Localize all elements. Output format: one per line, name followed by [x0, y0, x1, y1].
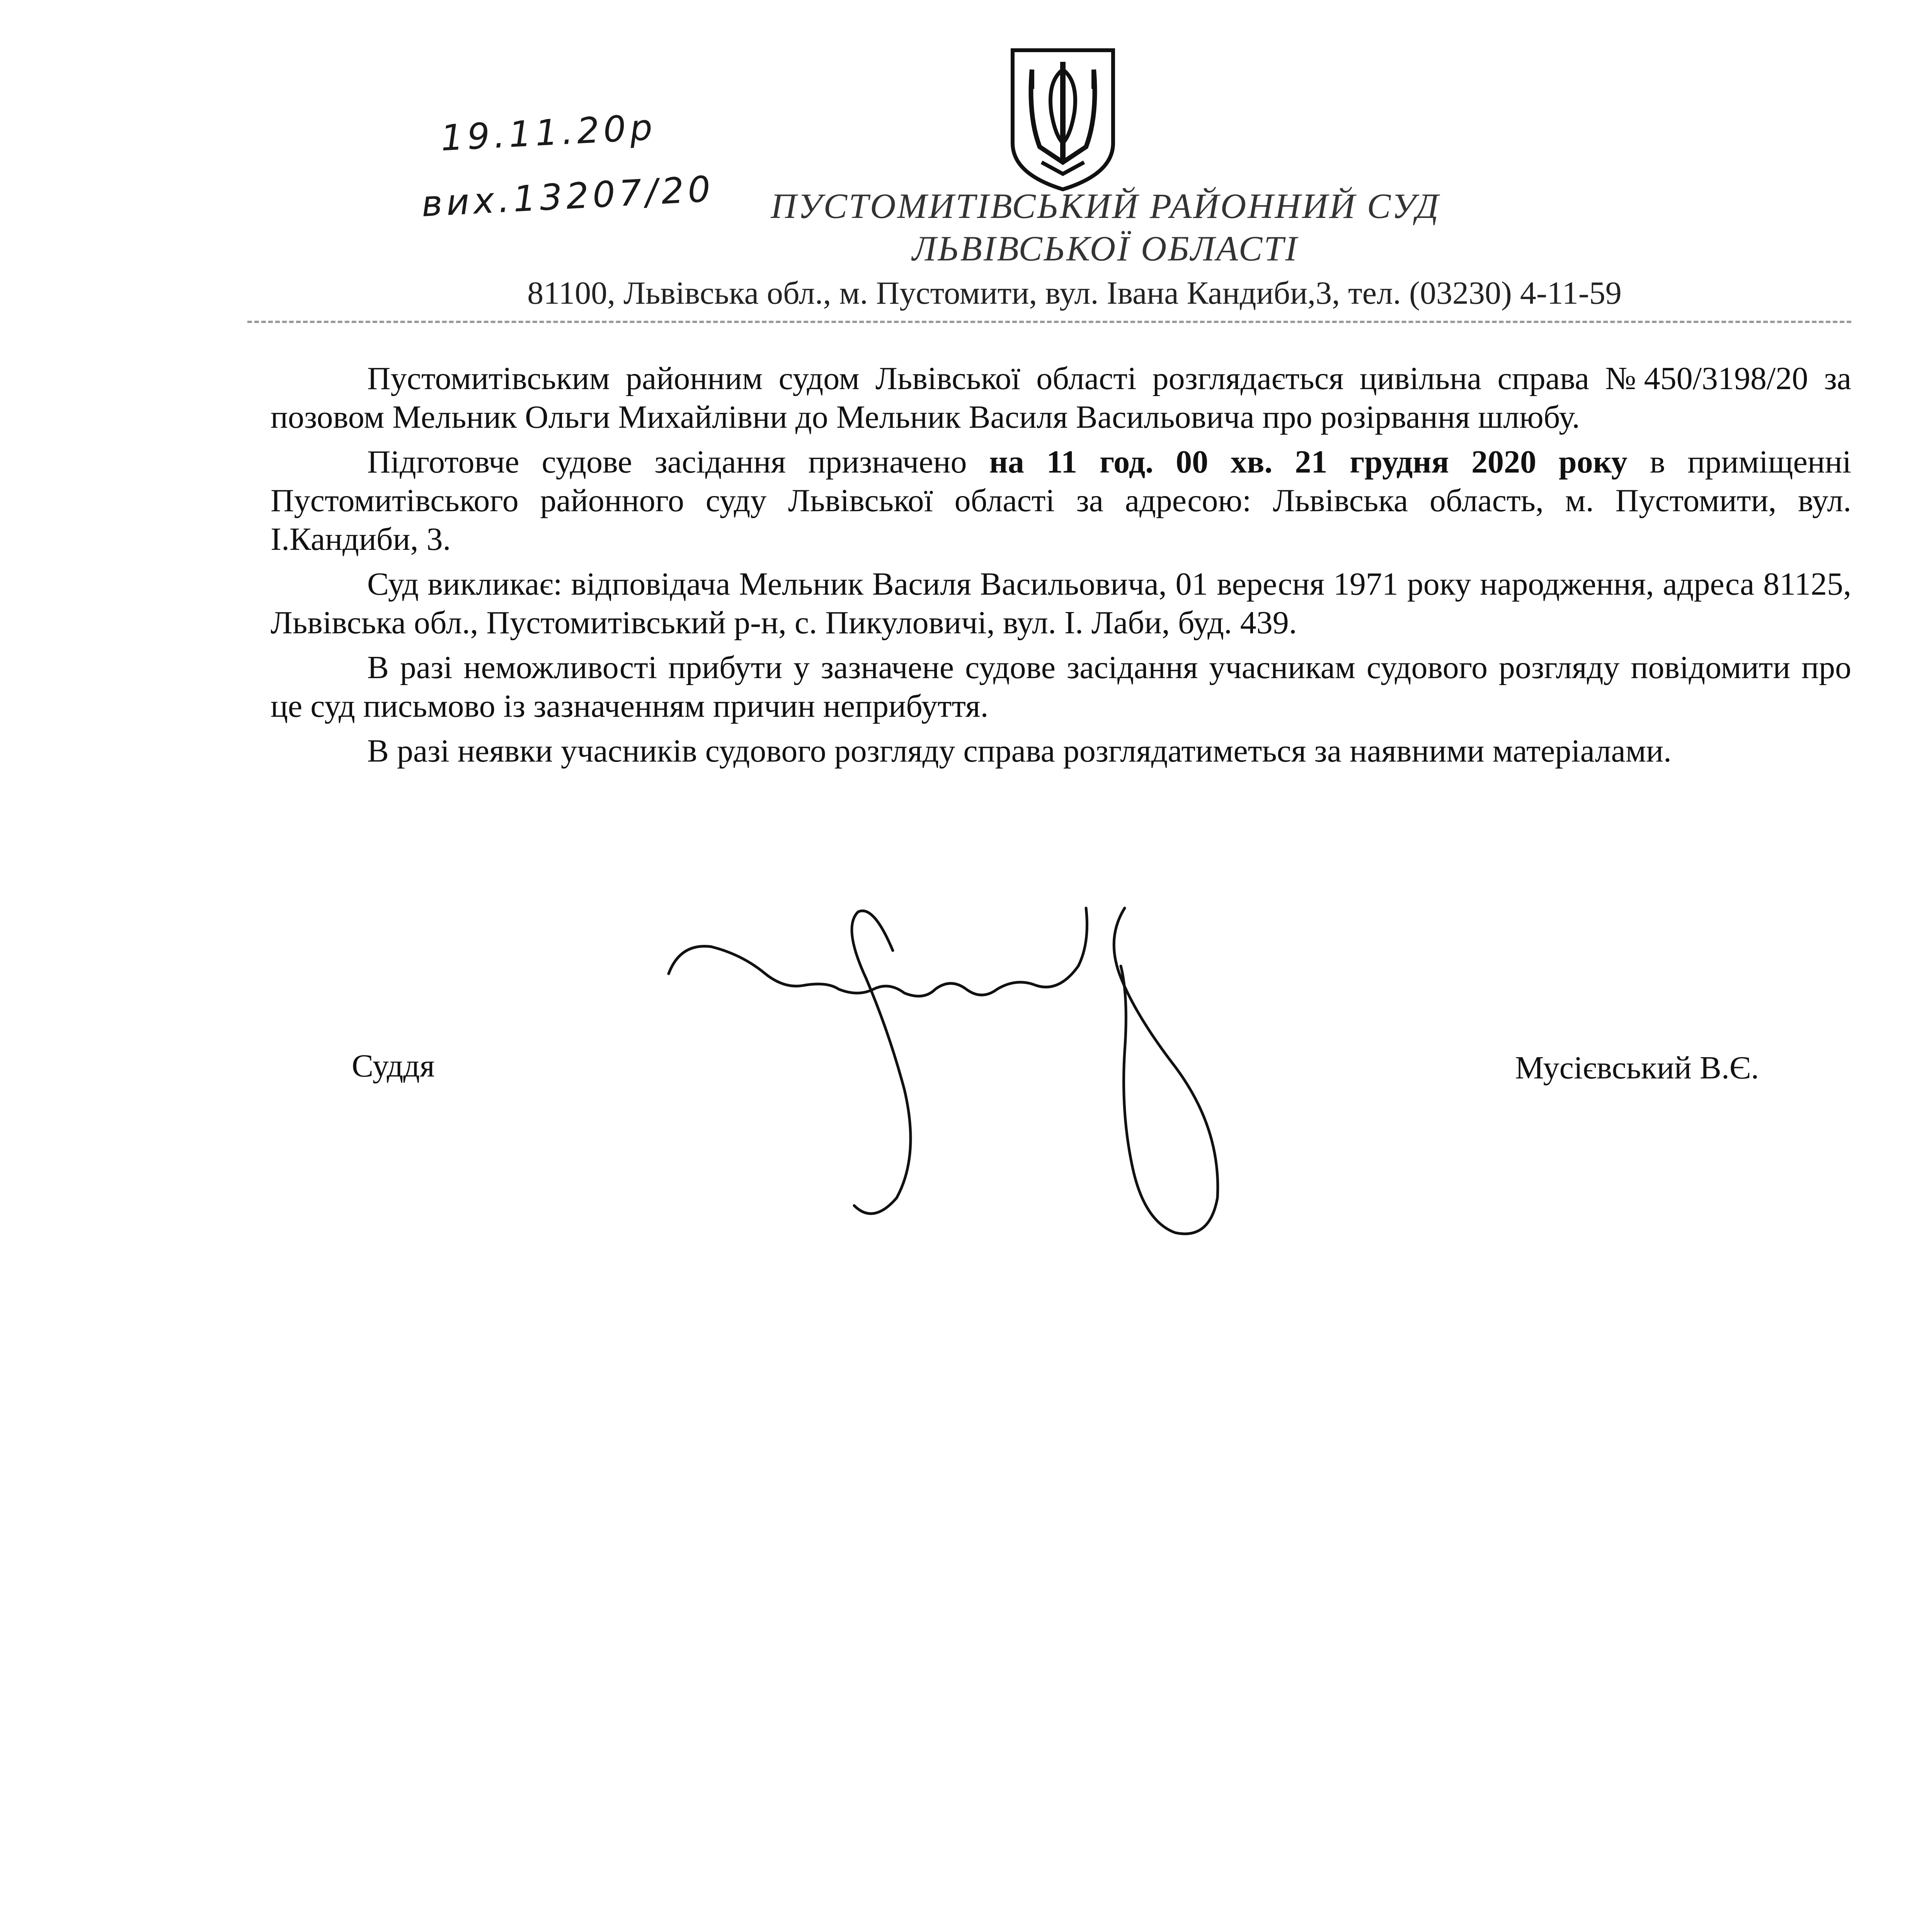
court-region: ЛЬВІВСЬКОЇ ОБЛАСТІ	[912, 229, 1299, 268]
paragraph-default: В разі неявки учасників судового розгляду справа розглядатиметься за наявними матеріалами.	[367, 733, 1672, 769]
hearing-datetime: на 11 год. 00 хв. 21 грудня 2020 року	[989, 444, 1628, 480]
letter-body	[271, 359, 1851, 777]
hearing-text-start: Підготовче судове засідання призначено	[367, 444, 989, 480]
paragraph-absence-notice: В разі неможливості прибути у зазначене судове засідання учасникам судового розгляду повідомити про це суд письмово із зазначенням причин неприбуття.	[271, 650, 1851, 724]
hearing-text-end: в приміщенні Пустомитівського районного суду Львівської області за адресою: Львівська область, м. Пустомити, вул. І.Кандиби, 3.	[271, 444, 1851, 557]
tryzub-icon	[1005, 46, 1121, 193]
header-divider	[247, 321, 1851, 323]
judge-title: Суддя	[352, 1048, 435, 1084]
paragraph-summons: Суд викликає: відповідача Мельник Василя Васильовича, 01 вересня 1971 року народження, адреса 81125, Львівська обл., Пустомитівський р-н, с. Пикуловичі, вул. І. Лаби, буд. 439.	[271, 566, 1851, 641]
handwritten-signature	[657, 850, 1314, 1294]
court-address: 81100, Львівська обл., м. Пустомити, вул. Івана Кандиби,3, тел. (03230) 4-11-59	[527, 275, 1622, 311]
handwritten-date: 19.11.20р	[439, 106, 657, 159]
paragraph-hearing	[271, 443, 1851, 559]
court-name: ПУСТОМИТІВСЬКИЙ РАЙОННИЙ СУД	[771, 186, 1440, 226]
judge-name: Мусієвський В.Є.	[1515, 1050, 1759, 1086]
paragraph-case: Пустомитівським районним судом Львівської області розглядається цивільна справа №450/3198/20 за позовом Мельник Ольги Михайлівни до Мельник Василя Васильовича про розірвання шлюбу.	[271, 361, 1851, 435]
handwritten-outgoing-number: вих.13207/20	[420, 168, 715, 225]
